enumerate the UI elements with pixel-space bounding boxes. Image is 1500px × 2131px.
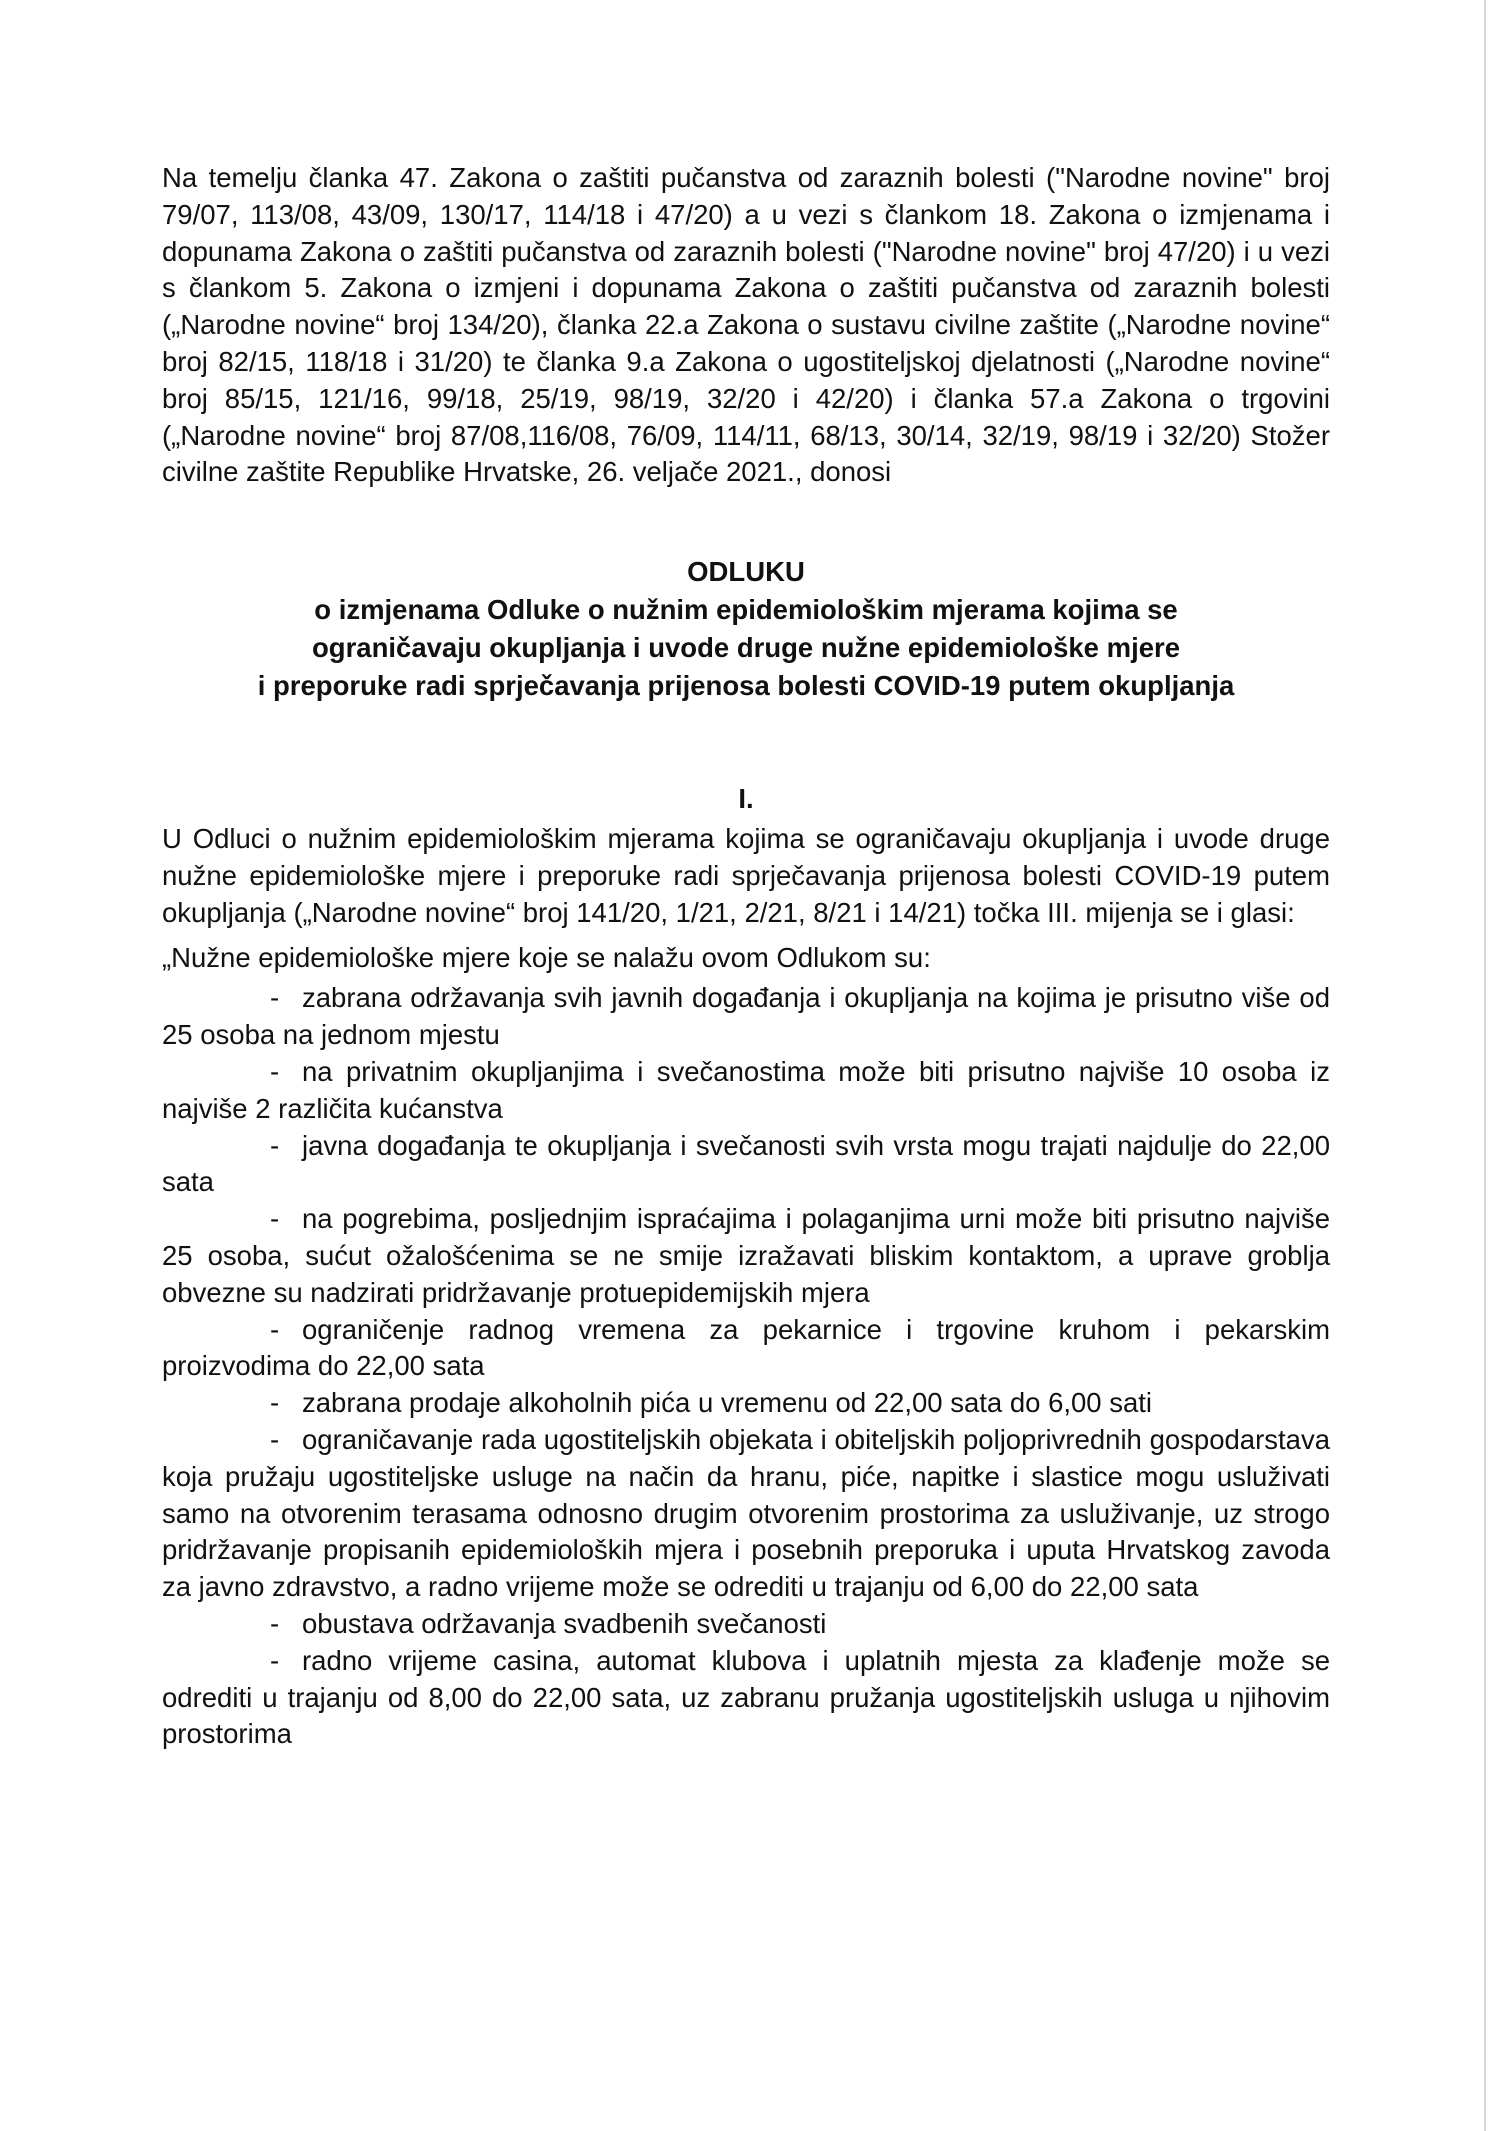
page-edge-line (1484, 0, 1486, 2131)
dash-bullet: - (270, 1203, 280, 1235)
dash-bullet: - (270, 1644, 280, 1676)
dash-bullet: - (270, 1055, 280, 1087)
decision-subtitle-line-1: o izmjenama Odluke o nužnim epidemiološkim mjerama kojima se (314, 594, 1178, 626)
dash-bullet: - (270, 1387, 280, 1419)
decision-heading: ODLUKU (687, 556, 805, 588)
decision-title-block (162, 553, 1330, 705)
list-item (162, 1422, 1330, 1606)
preamble-paragraph: Na temelju članka 47. Zakona o zaštiti pučanstva od zaraznih bolesti ("Narodne novine" broj 79/07, 113/08, 43/09, 130/17, 114/18 i 47/20) a u vezi s člankom 18. Zakona o izmjenama i dopunama Zakona o zaštiti pučanstva od zaraznih bolesti ("Narodne novine" broj 47/20) i u vezi s člankom 5. Zakona o izmjeni i dopunama Zakona o zaštiti pučanstva od zaraznih bolesti („Narodne novine“ broj 134/20), članka 22.a Zakona o sustavu civilne zaštite („Narodne novine“ broj 82/15, 118/18 i 31/20) te članka 9.a Zakona o ugostiteljskoj djelatnosti („Narodne novine“ broj 85/15, 121/16, 99/18, 25/19, 98/19, 32/20 i 42/20) i članka 57.a Zakona o trgovini („Narodne novine“ broj 87/08,116/08, 76/09, 114/11, 68/13, 30/14, 32/19, 98/19 i 32/20) Stožer civilne zaštite Republike Hrvatske, 26. veljače 2021., donosi (162, 162, 1330, 488)
list-item (162, 1054, 1330, 1128)
document-body (162, 160, 1330, 1753)
measure-text: javna događanja te okupljanja i svečanosti svih vrsta mogu trajati najdulje do 22,00 sata (162, 1129, 1330, 1198)
measure-text: zabrana održavanja svih javnih događanja i okupljanja na kojima je prisutno više od 25 osoba na jednom mjestu (162, 982, 1330, 1051)
decision-subtitle-line-3: i preporuke radi sprječavanja prijenosa bolesti COVID-19 putem okupljanja (257, 670, 1235, 702)
measure-text: na privatnim okupljanjima i svečanostima može biti prisutno najviše 10 osoba iz najviše 2 različita kućanstva (162, 1055, 1330, 1124)
dash-bullet: - (270, 1313, 280, 1345)
list-item (162, 1385, 1330, 1422)
section-number: I. (738, 783, 754, 815)
measure-text: zabrana prodaje alkoholnih pića u vremenu od 22,00 sata do 6,00 sati (302, 1387, 1153, 1419)
decision-subtitle-line-2: ograničavaju okupljanja i uvode druge nužne epidemiološke mjere (312, 632, 1180, 664)
list-item (162, 1312, 1330, 1386)
measure-text: radno vrijeme casina, automat klubova i uplatnih mjesta za klađenje može se odrediti u trajanju od 8,00 do 22,00 sata, uz zabranu pružanja ugostiteljskih usluga u njihovim prostorima (162, 1644, 1330, 1750)
list-item (162, 1643, 1330, 1753)
measure-text: na pogrebima, posljednjim ispraćajima i polaganjima urni može biti prisutno najviše 25 osoba, sućut ožalošćenima se ne smije izražavati bliskim kontaktom, a uprave groblja obvezne su nadzirati pridržavanje protuepidemijskih mjera (162, 1203, 1330, 1308)
dash-bullet: - (270, 1607, 280, 1639)
measure-text: ograničavanje rada ugostiteljskih objekata i obiteljskih poljoprivrednih gospodarstava koja pružaju ugostiteljske usluge na način da hranu, piće, napitke i slastice mogu usluživati samo na otvorenim terasama odnosno drugim otvorenim prostorima za usluživanje, uz strogo pridržavanje propisanih epidemioloških mjera i posebnih preporuka i uputa Hrvatskog zavoda za javno zdravstvo, a radno vrijeme može se odrediti u trajanju od 6,00 do 22,00 sata (162, 1423, 1330, 1603)
list-item (162, 1606, 1330, 1643)
measures-list (162, 980, 1330, 1753)
measures-intro: „Nužne epidemiološke mjere koje se nalažu ovom Odlukom su: (162, 941, 931, 973)
list-item (162, 980, 1330, 1054)
dash-bullet: - (270, 982, 280, 1014)
measure-text: ograničenje radnog vremena za pekarnice i trgovine kruhom i pekarskim proizvodima do 22,00 sata (162, 1313, 1330, 1382)
measure-text: obustava održavanja svadbenih svečanosti (302, 1607, 827, 1639)
dash-bullet: - (270, 1423, 280, 1455)
list-item (162, 1128, 1330, 1202)
section-paragraph: U Odluci o nužnim epidemiološkim mjerama kojima se ograničavaju okupljanja i uvode druge nužne epidemiološke mjere i preporuke radi sprječavanja prijenosa bolesti COVID-19 putem okupljanja („Narodne novine“ broj 141/20, 1/21, 2/21, 8/21 i 14/21) točka III. mijenja se i glasi: (162, 823, 1330, 928)
list-item (162, 1201, 1330, 1311)
dash-bullet: - (270, 1129, 280, 1161)
